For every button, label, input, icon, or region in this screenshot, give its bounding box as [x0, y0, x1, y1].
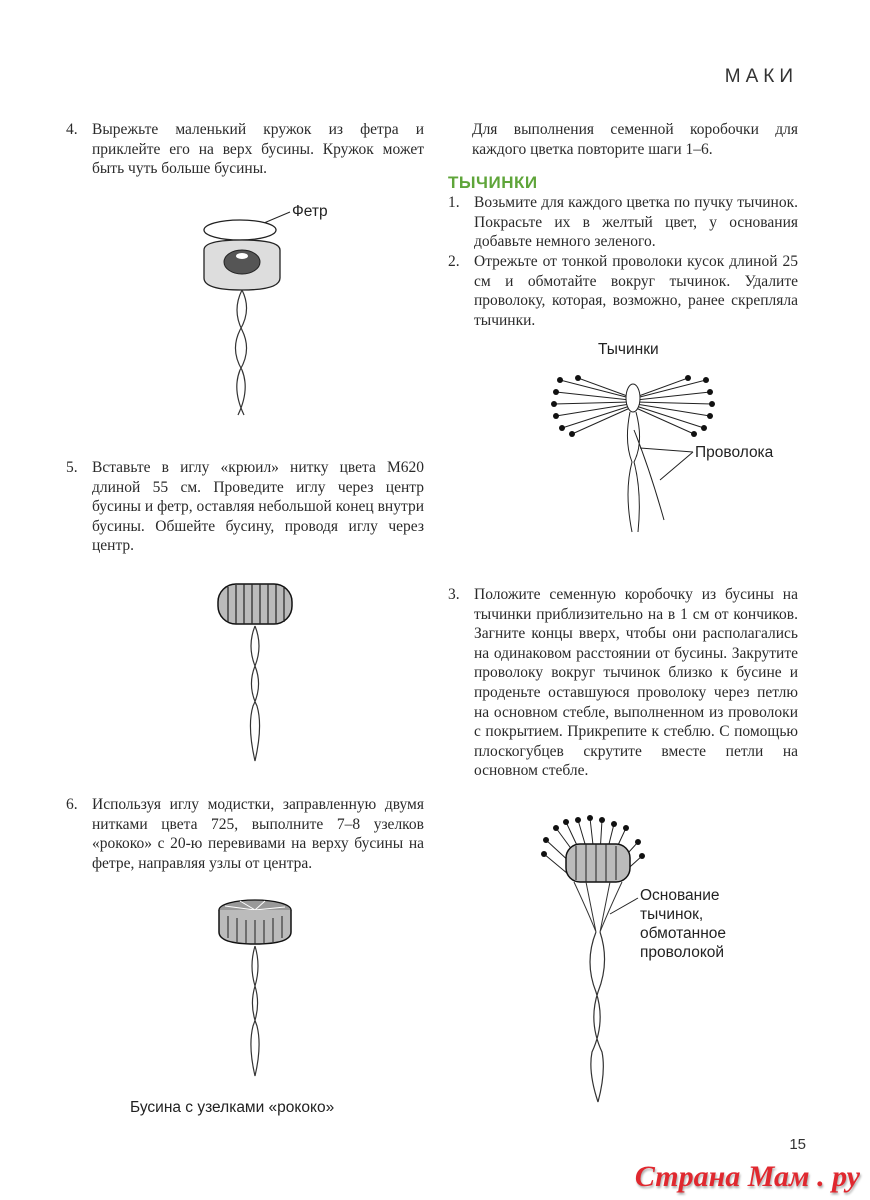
bead-with-felt-illustration	[190, 210, 310, 425]
stamens-illustration	[548, 370, 718, 535]
step-text: Отрежьте от тонкой проволоки кусок длиной 25 см и обмотайте вокруг тычинок. Удалите проволоку, которая, возможно, ранее скрепляла тычинки.	[474, 252, 798, 329]
page-number: 15	[789, 1136, 806, 1153]
rococo-caption: Бусина с узелками «рококо»	[130, 1099, 335, 1116]
step-number: 5.	[66, 459, 78, 476]
step-number: 4.	[66, 121, 78, 138]
stamens-section	[448, 120, 798, 330]
rococo-bead-illustration	[210, 898, 300, 1083]
step-number: 1.	[448, 194, 460, 212]
step-text: Используя иглу модистки, заправленную двумя нитками цвета 725, выполните 7–8 узелков «рококо» с 20-ю перевивами на верху бусины на фетре, направляя узлы от центра.	[92, 796, 424, 872]
step-4	[66, 120, 424, 179]
stamens-label: Тычинки	[598, 341, 659, 358]
stamens-step-1	[448, 193, 798, 252]
step-number: 3.	[448, 586, 460, 603]
assembled-flower-illustration	[538, 818, 658, 1108]
step-number: 2.	[448, 252, 460, 270]
watermark-logo: Страна Мам . ру	[634, 1160, 860, 1193]
step-text: Вырежьте маленький кружок из фетра и приклейте его на верх бусины. Кружок может быть чуть больше бусины.	[92, 121, 424, 178]
wrapped-bead-illustration	[210, 582, 300, 767]
step-number: 6.	[66, 796, 78, 813]
chapter-title: МАКИ	[724, 66, 798, 87]
step-5	[66, 458, 424, 556]
step-6	[66, 795, 424, 873]
step-text: Возьмите для каждого цветка по пучку тычинок. Покрасьте их в желтый цвет, у основания добавьте немного зеленого.	[474, 194, 798, 251]
stamen-base-label: Основание тычинок, обмотанное проволокой	[640, 887, 726, 961]
felt-label: Фетр	[292, 203, 328, 220]
section-heading: ТЫЧИНКИ	[448, 173, 538, 193]
step-text: Положите семенную коробочку из бусины на тычинки приблизительно на в 1 см от кончиков. Загните концы вверх, чтобы они располагались на одинаковом расстоянии от бусины. Закрутите проволоку вокруг тычинок близко к бусине и проденьте оставшуюся проволоку через петлю на основном стебле, выполненном из проволоки с покрытием. Прикрепите к стеблю. С помощью плоскогубцев скрутите вместе петли на основном стебле.	[474, 586, 798, 780]
step-text: Вставьте в иглу «крюил» нитку цвета М620 длиной 55 см. Проведите иглу через центр бусины и фетр, оставляя небольшой конец внутри бусины. Обшейте бусину, проводя иглу через центр.	[92, 459, 424, 555]
intro-text: Для выполнения семенной коробочки для каждого цветка повторите шаги 1–6.	[472, 121, 798, 158]
stamens-step-3	[448, 585, 798, 781]
wire-label: Проволока	[695, 444, 774, 461]
stamens-step-2	[448, 252, 798, 330]
